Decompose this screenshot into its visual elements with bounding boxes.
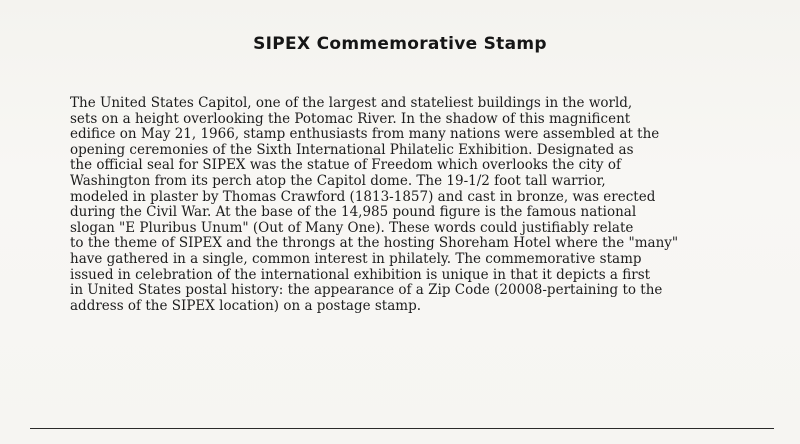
- document-title: SIPEX Commemorative Stamp: [253, 34, 547, 54]
- paragraph-line: during the Civil War. At the base of the 14,985 pound figure is the famous national: [70, 204, 637, 221]
- body-paragraph: [70, 96, 730, 314]
- paragraph-line: The United States Capitol, one of the largest and stateliest buildings in the world,: [70, 95, 633, 111]
- paragraph-line: address of the SIPEX location) on a postage stamp.: [70, 297, 422, 314]
- paragraph-line: modeled in plaster by Thomas Crawford (1813-1857) and cast in bronze, was erected: [70, 188, 656, 205]
- paragraph-line: in United States postal history: the appearance of a Zip Code (20008-pertaining to the: [70, 282, 663, 299]
- paragraph-line: have gathered in a single, common interest in philately. The commemorative stamp: [70, 250, 642, 267]
- paragraph-line: Washington from its perch atop the Capitol dome. The 19-1/2 foot tall warrior,: [70, 172, 606, 189]
- paragraph-line: to the theme of SIPEX and the throngs at the hosting Shoreham Hotel where the "many": [70, 235, 679, 252]
- paragraph-line: edifice on May 21, 1966, stamp enthusiasts from many nations were assembled at the: [70, 126, 660, 143]
- paragraph-line: opening ceremonies of the Sixth International Philatelic Exhibition. Designated as: [70, 141, 634, 158]
- paragraph-line: sets on a height overlooking the Potomac River. In the shadow of this magnificent: [70, 110, 631, 127]
- paragraph-line: the official seal for SIPEX was the statue of Freedom which overlooks the city of: [70, 157, 621, 174]
- paragraph-line: issued in celebration of the international exhibition is unique in that it depicts a first: [70, 266, 651, 283]
- bottom-divider: [30, 428, 774, 429]
- paragraph-line: slogan "E Pluribus Unum" (Out of Many One). These words could justifiably relate: [70, 219, 634, 236]
